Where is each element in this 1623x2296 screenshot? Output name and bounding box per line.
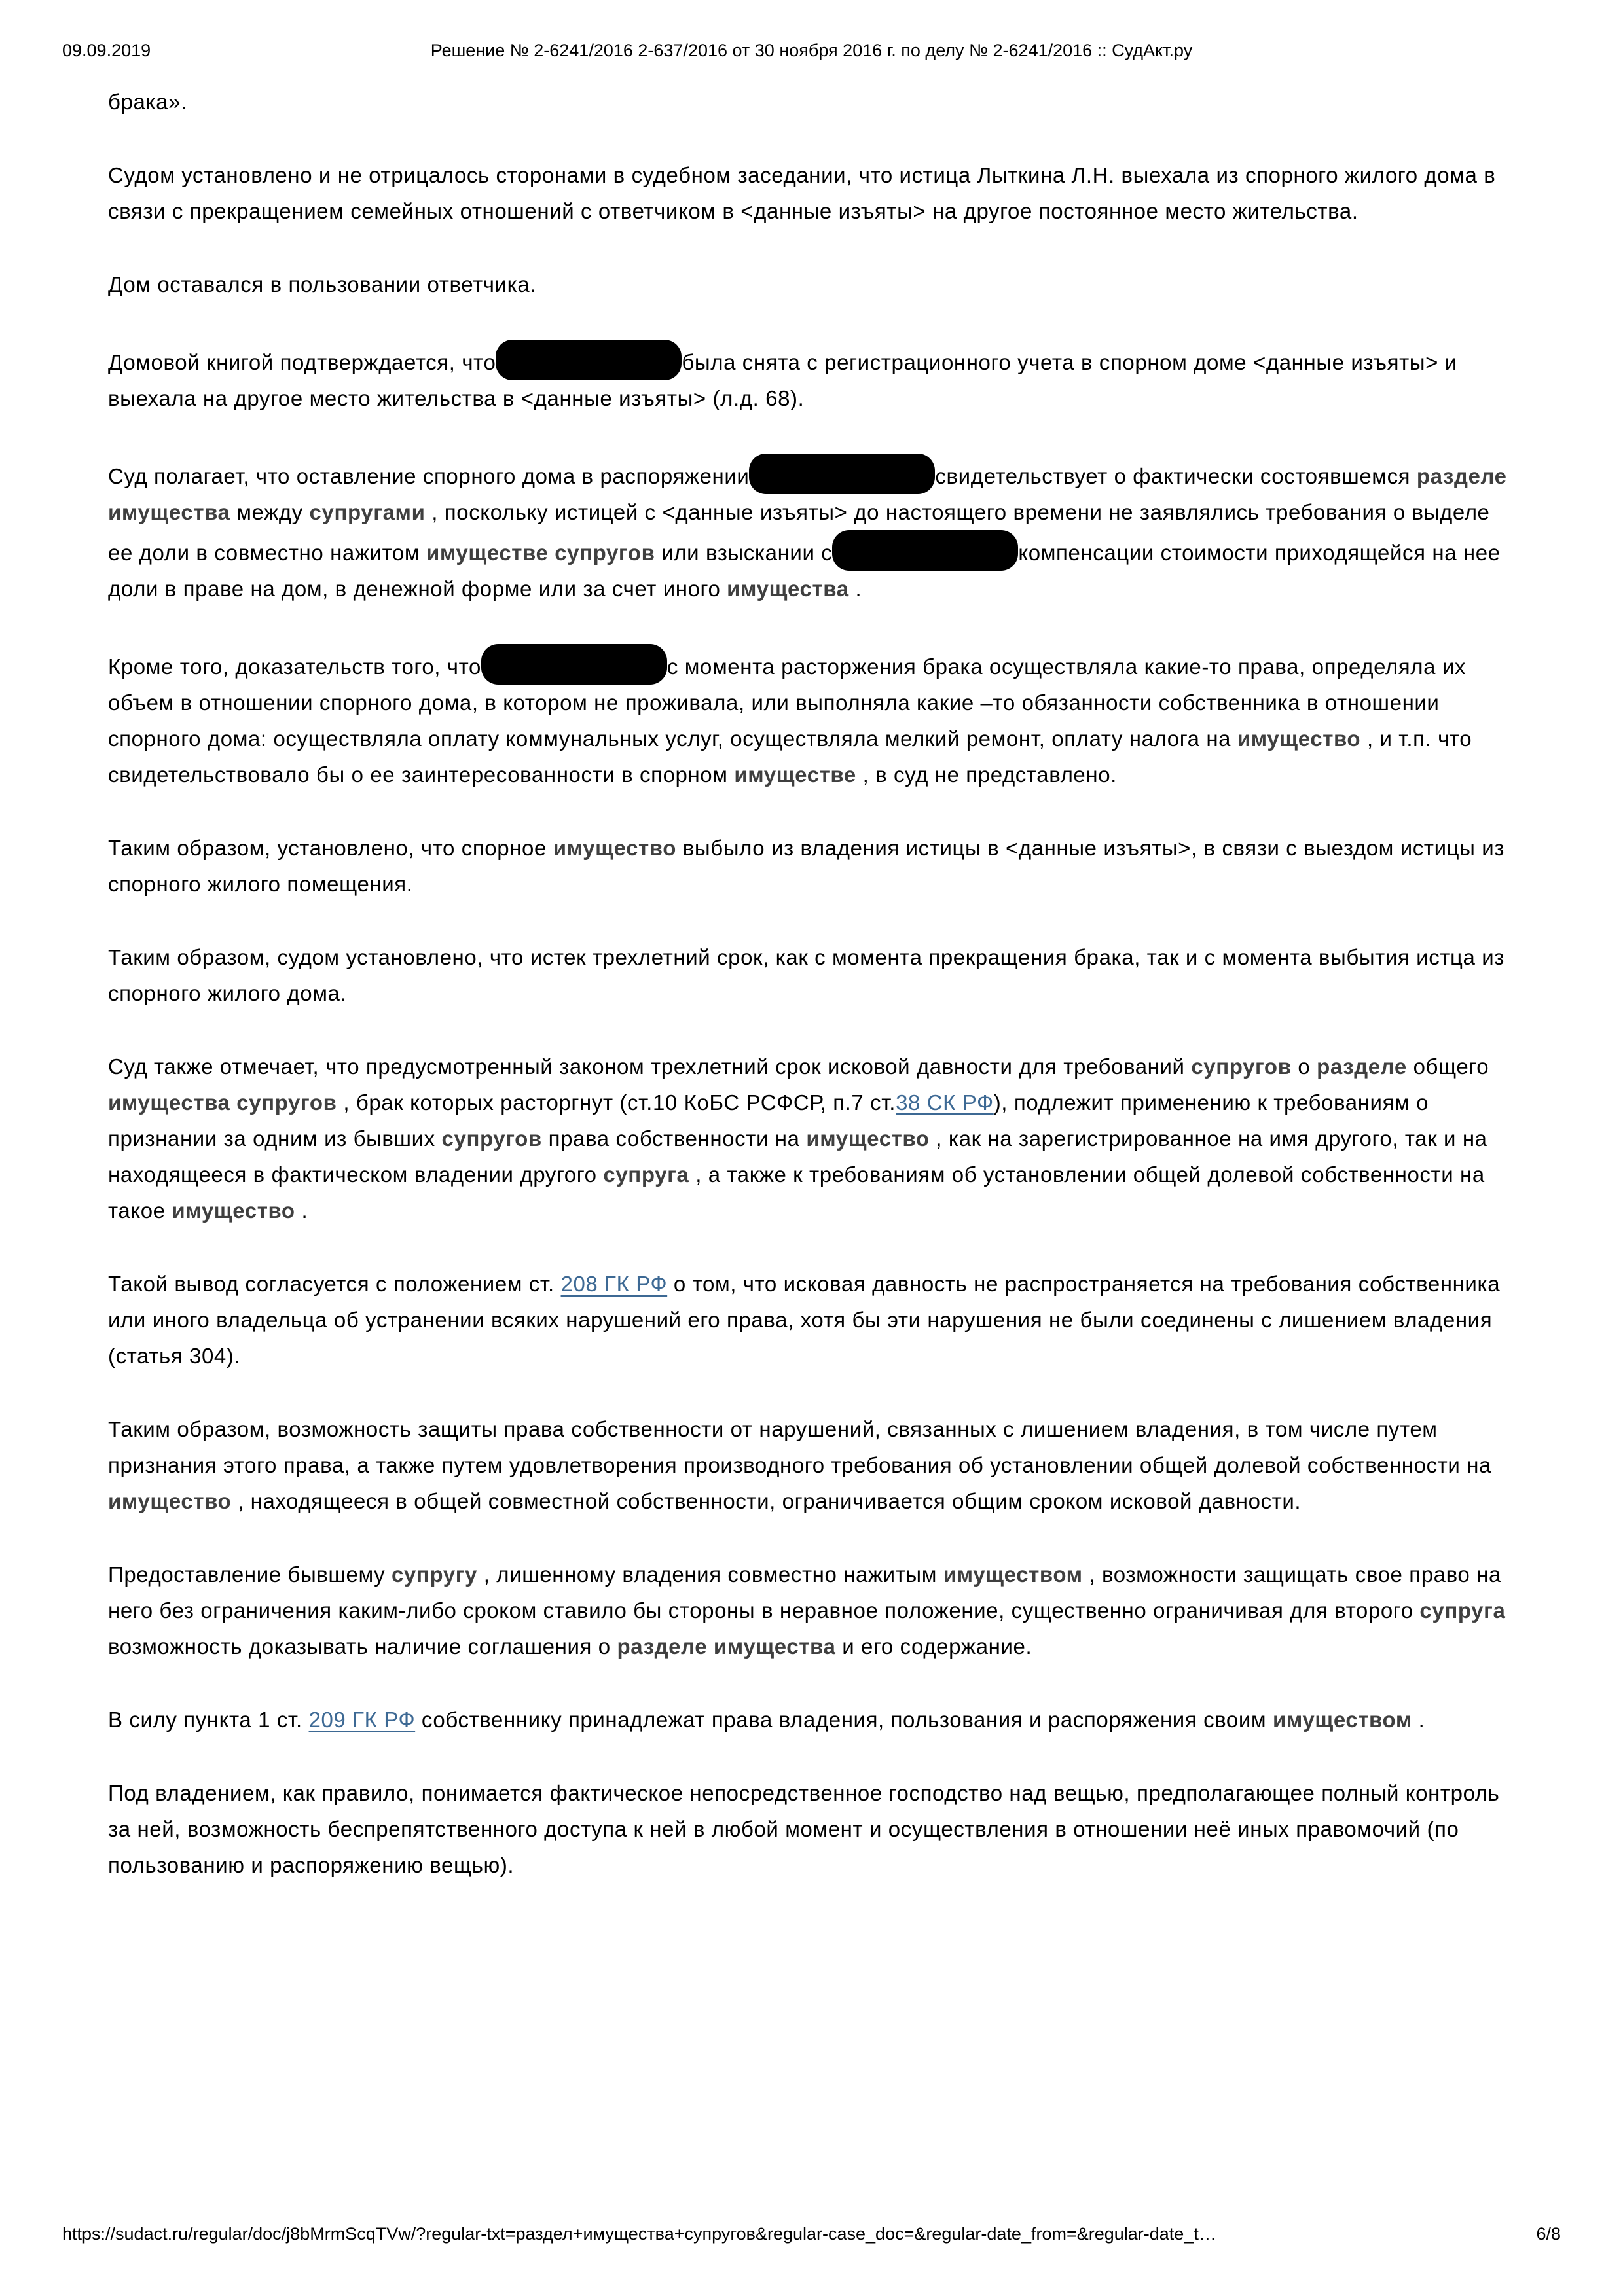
highlight-term: имуществе супругов <box>426 541 655 565</box>
paragraph: брака». <box>108 90 187 114</box>
paragraph: Под владением, как правило, понимается фактическое непосредственное господство над вещью, предполагающее полный контроль за ней, возможность беспрепятственного доступа к ней в любой момент и осуществления в отношении неё иных правомочий (по пользованию и распоряжению вещью). <box>108 1781 1500 1877</box>
highlight-term: разделе <box>1317 1054 1407 1079</box>
text-run: между <box>230 500 310 524</box>
paragraph: Дом оставался в пользовании ответчика. <box>108 272 537 296</box>
highlight-term: имуществом <box>1272 1708 1412 1732</box>
text-run: . <box>1412 1708 1425 1732</box>
text-run: свидетельствует о фактически состоявшемся <box>935 464 1417 488</box>
text-run: , а также к требованиям об установлении общей долевой собственности на такое <box>108 1162 1485 1223</box>
text-run: Такой вывод согласуется с положением ст. <box>108 1272 561 1296</box>
paragraph: Таким образом, судом установлено, что истек трехлетний срок, как с момента прекращения брака, так и с момента выбытия истца из спорного жилого дома. <box>108 945 1505 1005</box>
footer-page-indicator: 6/8 <box>1536 2224 1561 2244</box>
text-run: Домовой книгой подтверждается, что <box>108 350 496 374</box>
text-run: о <box>1291 1054 1317 1079</box>
statute-link-209-gk-rf[interactable]: 209 ГК РФ <box>308 1708 416 1732</box>
text-run: В силу пункта 1 ст. <box>108 1708 309 1732</box>
highlight-term: имущество <box>1237 726 1361 751</box>
redaction-box <box>496 340 682 380</box>
highlight-term: имущества супругов <box>108 1090 337 1115</box>
paragraph <box>108 454 1514 607</box>
paragraph <box>108 1266 1514 1374</box>
highlight-term: имущество <box>806 1126 930 1151</box>
text-run: права собственности на <box>541 1126 807 1151</box>
redaction-box <box>832 530 1018 571</box>
paragraph <box>108 830 1514 902</box>
redaction-box <box>749 454 935 494</box>
text-run: была снята с регистрационного учета в спорном доме <данные изъяты> и выехала на другое место жительства в <данные изъяты> (л.д. 68). <box>108 350 1457 410</box>
statute-link-208-gk-rf[interactable]: 208 ГК РФ <box>560 1272 668 1296</box>
document-body <box>108 84 1514 1920</box>
paragraph <box>108 1049 1514 1229</box>
text-run: , поскольку истицей с <данные изъяты> до настоящего времени не заявлялись требования о выделе ее доли в совместно нажитом <box>108 500 1490 565</box>
highlight-term: супругу <box>391 1562 477 1587</box>
highlight-term: разделе имущества <box>617 1634 836 1659</box>
text-run: общего <box>1406 1054 1489 1079</box>
text-run: . <box>295 1198 308 1223</box>
text-run: , находящееся в общей совместной собственности, ограничивается общим сроком исковой давности. <box>231 1489 1302 1513</box>
text-run: , лишенному владения совместно нажитым <box>477 1562 943 1587</box>
text-run: возможность доказывать наличие соглашения о <box>108 1634 617 1659</box>
highlight-term: имущества <box>727 577 849 601</box>
text-run: Таким образом, возможность защиты права собственности от нарушений, связанных с лишением владения, в том числе путем признания этого права, а также путем удовлетворения производного требования об установлении общей долевой собственности на <box>108 1417 1491 1477</box>
text-run: , возможности защищать свое право на него без ограничения каким-либо сроком ставило бы стороны в неравное положение, существенно ограничивая для второго <box>108 1562 1501 1623</box>
text-run: ), подлежит применению к требованиям о признании за одним из бывших <box>108 1090 1429 1151</box>
paragraph <box>108 644 1514 793</box>
text-run: Предоставление бывшему <box>108 1562 392 1587</box>
redaction-box <box>481 644 667 685</box>
highlight-term: имущество <box>553 836 677 860</box>
text-run: Таким образом, установлено, что спорное <box>108 836 553 860</box>
text-run: и его содержание. <box>835 1634 1032 1659</box>
text-run: выбыло из владения истицы в <данные изъяты>, в связи с выездом истицы из спорного жилого помещения. <box>108 836 1504 896</box>
text-run: или взыскании с <box>655 541 833 565</box>
text-run: , и т.п. что свидетельствовало бы о ее заинтересованности в спорном <box>108 726 1472 787</box>
highlight-term: супругов <box>441 1126 542 1151</box>
text-run: . <box>848 577 862 601</box>
paragraph <box>108 340 1514 416</box>
highlight-term: супруга <box>1419 1598 1506 1623</box>
text-run: , как на зарегистрированное на имя другого, так и на находящееся в фактическом владении другого <box>108 1126 1487 1187</box>
paragraph <box>108 1411 1514 1519</box>
header-print-date: 09.09.2019 <box>62 41 151 60</box>
text-run: компенсации стоимости приходящейся на нее доли в праве на дом, в денежной форме или за счет иного <box>108 541 1501 601</box>
highlight-term: имуществом <box>943 1562 1083 1587</box>
highlight-term: имущество <box>108 1489 232 1513</box>
text-run: собственнику принадлежат права владения, пользования и распоряжения своим <box>415 1708 1273 1732</box>
paragraph: Судом установлено и не отрицалось сторонами в судебном заседании, что истица Лыткина Л.Н. выехала из спорного жилого дома в связи с прекращением семейных отношений с ответчиком в <данные изъяты> на другое постоянное место жительства. <box>108 163 1496 223</box>
header-document-title: Решение № 2-6241/2016 2-637/2016 от 30 ноября 2016 г. по делу № 2-6241/2016 :: СудАкт.ру <box>430 41 1193 60</box>
text-run: , в суд не представлено. <box>856 762 1117 787</box>
text-run: Кроме того, доказательств того, что <box>108 655 481 679</box>
highlight-term: имуществе <box>734 762 856 787</box>
highlight-term: супругами <box>309 500 426 524</box>
paragraph <box>108 1556 1514 1664</box>
highlight-term: супругов <box>1191 1054 1292 1079</box>
highlight-term: имущество <box>172 1198 295 1223</box>
text-run: с момента расторжения брака осуществляла какие-то права, определяла их объем в отношении спорного дома, в котором не проживала, или выполняла какие –то обязанности собственника в отношении спорного дома: осуществляла оплату коммунальных услуг, осуществляла мелкий ремонт, оплату налога на <box>108 655 1466 751</box>
text-run: , брак которых расторгнут (ст.10 КоБС РСФСР, п.7 ст. <box>337 1090 896 1115</box>
paragraph <box>108 1702 1514 1738</box>
highlight-term: супруга <box>603 1162 689 1187</box>
footer-url: https://sudact.ru/regular/doc/j8bMrmScqTVw/?regular-txt=раздел+имущества+супругов&regular-case_doc=&regular-date_from=&regular-date_t… <box>62 2224 1216 2244</box>
text-run: Суд также отмечает, что предусмотренный законом трехлетний срок исковой давности для требований <box>108 1054 1192 1079</box>
highlight-term: разделе имущества <box>108 464 1507 524</box>
text-run: о том, что исковая давность не распространяется на требования собственника или иного владельца об устранении всяких нарушений его права, хотя бы эти нарушения не были соединены с лишением владения (статья 304). <box>108 1272 1501 1368</box>
text-run: Суд полагает, что оставление спорного дома в распоряжении <box>108 464 750 488</box>
statute-link-38-sk-rf[interactable]: 38 СК РФ <box>896 1090 994 1115</box>
